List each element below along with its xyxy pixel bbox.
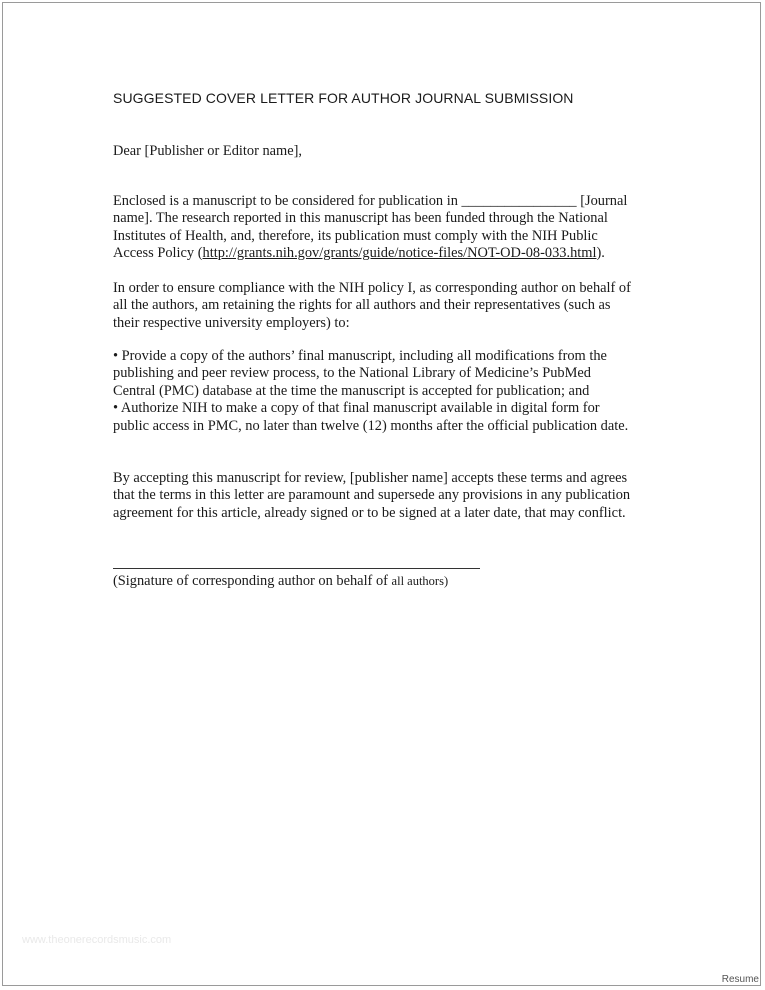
signature-caption-small: all authors)	[391, 574, 449, 588]
paragraph-line: Institutes of Health, and, therefore, its publication must comply with the NIH Public	[113, 227, 598, 244]
paragraph-line: agreement for this article, already signed or to be signed at a later date, that may conflict.	[113, 504, 626, 521]
bullet-item-continuation: Central (PMC) database at the time the manuscript is accepted for publication; and	[113, 382, 590, 399]
policy-prefix: Access Policy (	[113, 245, 203, 262]
nih-policy-link[interactable]: http://grants.nih.gov/grants/guide/notice-files/NOT-OD-08-033.html	[202, 245, 597, 262]
signature-line	[113, 568, 480, 569]
paragraph-compliance	[113, 280, 658, 332]
paragraph-enclosed-manuscript	[113, 193, 658, 263]
paragraph-line: In order to ensure compliance with the NIH policy I, as corresponding author on behalf of	[113, 280, 631, 296]
paragraph-line: their respective university employers) to:	[113, 314, 350, 331]
paragraph-line: name]. The research reported in this manuscript has been funded through the National	[113, 210, 608, 227]
watermark-text: www.theonerecordsmusic.com	[22, 934, 172, 946]
paragraph-line: By accepting this manuscript for review, [publisher name] accepts these terms and agrees	[113, 470, 628, 486]
bullet-item-continuation: publishing and peer review process, to the National Library of Medicine’s PubMed	[113, 365, 591, 382]
bullet-item-continuation: public access in PMC, no later than twelve (12) months after the official publication date.	[113, 417, 629, 434]
corner-label: Resume	[721, 974, 759, 985]
signature-caption-main: (Signature of corresponding author on behalf of	[113, 573, 392, 589]
signature-caption	[113, 573, 448, 590]
paragraph-acceptance	[113, 470, 658, 522]
paragraph-line: that the terms in this letter are paramount and supersede any provisions in any publication	[113, 487, 631, 504]
paragraph-line: all the authors, am retaining the rights for all authors and their representatives (such as	[113, 297, 611, 314]
paragraph-line	[113, 245, 658, 262]
salutation: Dear [Publisher or Editor name],	[113, 143, 303, 159]
document-title: SUGGESTED COVER LETTER FOR AUTHOR JOURNAL SUBMISSION	[113, 90, 574, 106]
bullet-item: • Authorize NIH to make a copy of that final manuscript available in digital form for	[113, 400, 600, 417]
bullet-item: • Provide a copy of the authors’ final manuscript, including all modifications from the	[113, 348, 607, 364]
paragraph-line: Enclosed is a manuscript to be considered for publication in ________________ [Journal	[113, 193, 628, 209]
bullet-list	[113, 348, 658, 435]
policy-suffix: ).	[596, 245, 605, 262]
